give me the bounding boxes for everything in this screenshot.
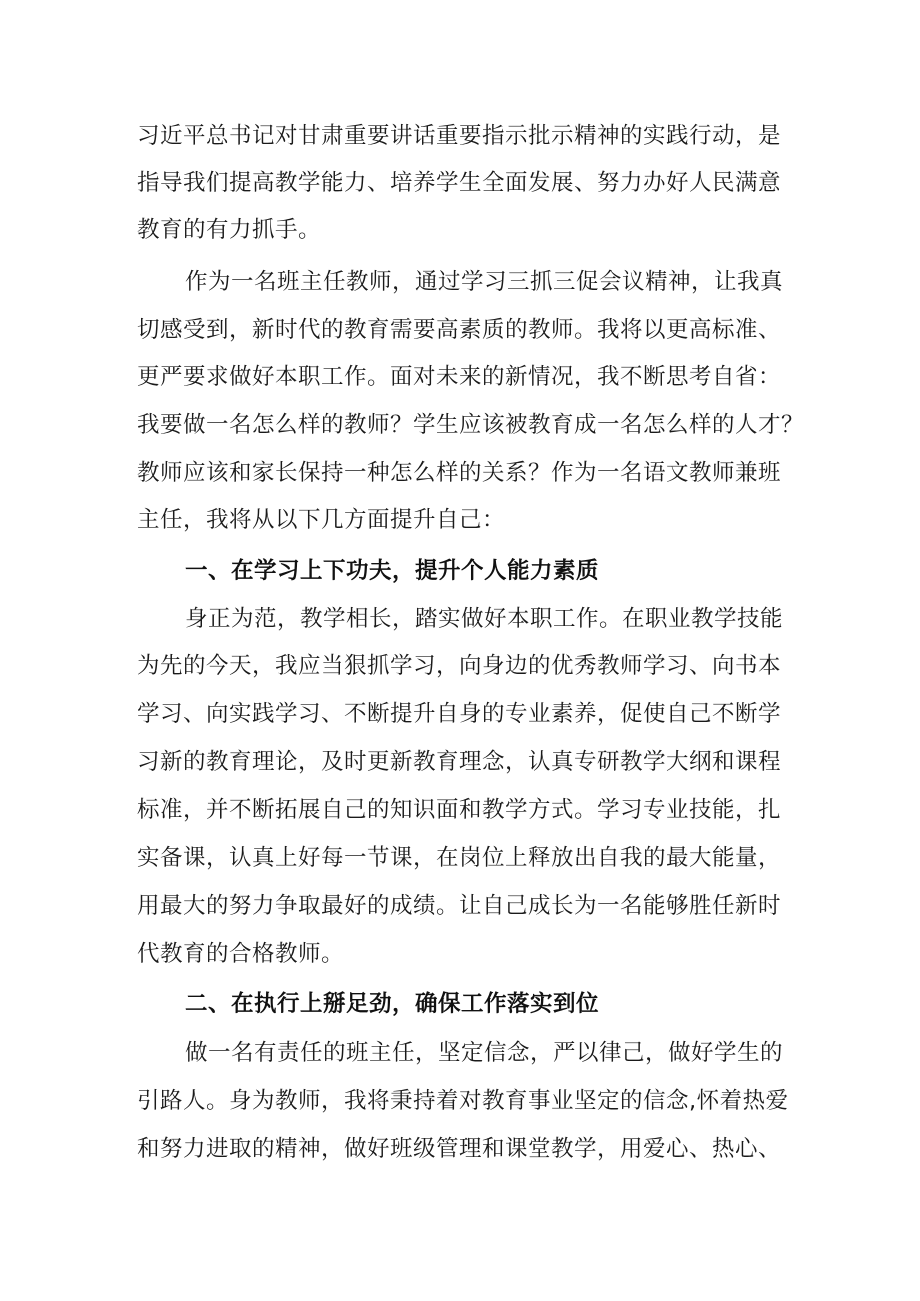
section-1-line-4: 习新的教育理论，及时更新教育理念，认真专研教学大纲和课程 [137,749,782,775]
section-1-line-8: 代教育的合格教师。 [137,941,345,967]
section-1-line-6: 实备课，认真上好每一节课，在岗位上释放出自我的最大能量， [137,845,782,871]
section-1-line-3: 学习、向实践学习、不断提升自身的专业素养，促使自己不断学 [137,701,782,727]
paragraph-2-line-2: 切感受到，新时代的教育需要高素质的教师。我将以更高标准、 [137,317,782,343]
section-2-line-1: 做一名有责任的班主任，坚定信念，严以律己，做好学生的 [185,1040,784,1066]
section-2-line-3: 和努力进取的精神，做好班级管理和课堂教学，用爱心、热心、 [137,1136,782,1162]
paragraph-2-line-3: 更严要求做好本职工作。面对未来的新情况，我不断思考自省： [137,364,782,390]
paragraph-2-line-6: 主任，我将从以下几方面提升自己： [137,507,506,533]
paragraph-2-line-4: 我要做一名怎么样的教师？学生应该被教育成一名怎么样的人才？ [137,412,805,438]
section-2-heading: 二、在执行上掰足劲，确保工作落实到位 [185,991,600,1017]
section-1-line-7: 用最大的努力争取最好的成绩。让自己成长为一名能够胜任新时 [137,893,782,919]
intro-line-3: 教育的有力抓手。 [137,217,322,243]
section-1-heading: 一、在学习上下功夫，提升个人能力素质 [185,558,600,584]
intro-line-2: 指导我们提高教学能力、培养学生全面发展、努力办好人民满意 [137,170,782,196]
paragraph-2-line-1: 作为一名班主任教师，通过学习三抓三促会议精神，让我真 [185,269,784,295]
paragraph-2-line-5: 教师应该和家长保持一种怎么样的关系？作为一名语文教师兼班 [137,460,782,486]
intro-line-1: 习近平总书记对甘肃重要讲话重要指示批示精神的实践行动，是 [137,123,782,149]
section-2-line-2: 引路人。身为教师，我将秉持着对教育事业坚定的信念,怀着热爱 [137,1088,789,1114]
section-1-line-5: 标准，并不断拓展自己的知识面和教学方式。学习专业技能，扎 [137,797,782,823]
section-1-line-1: 身正为范，教学相长，踏实做好本职工作。在职业教学技能 [185,606,784,632]
section-1-line-2: 为先的今天，我应当狠抓学习，向身边的优秀教师学习、向书本 [137,653,782,679]
